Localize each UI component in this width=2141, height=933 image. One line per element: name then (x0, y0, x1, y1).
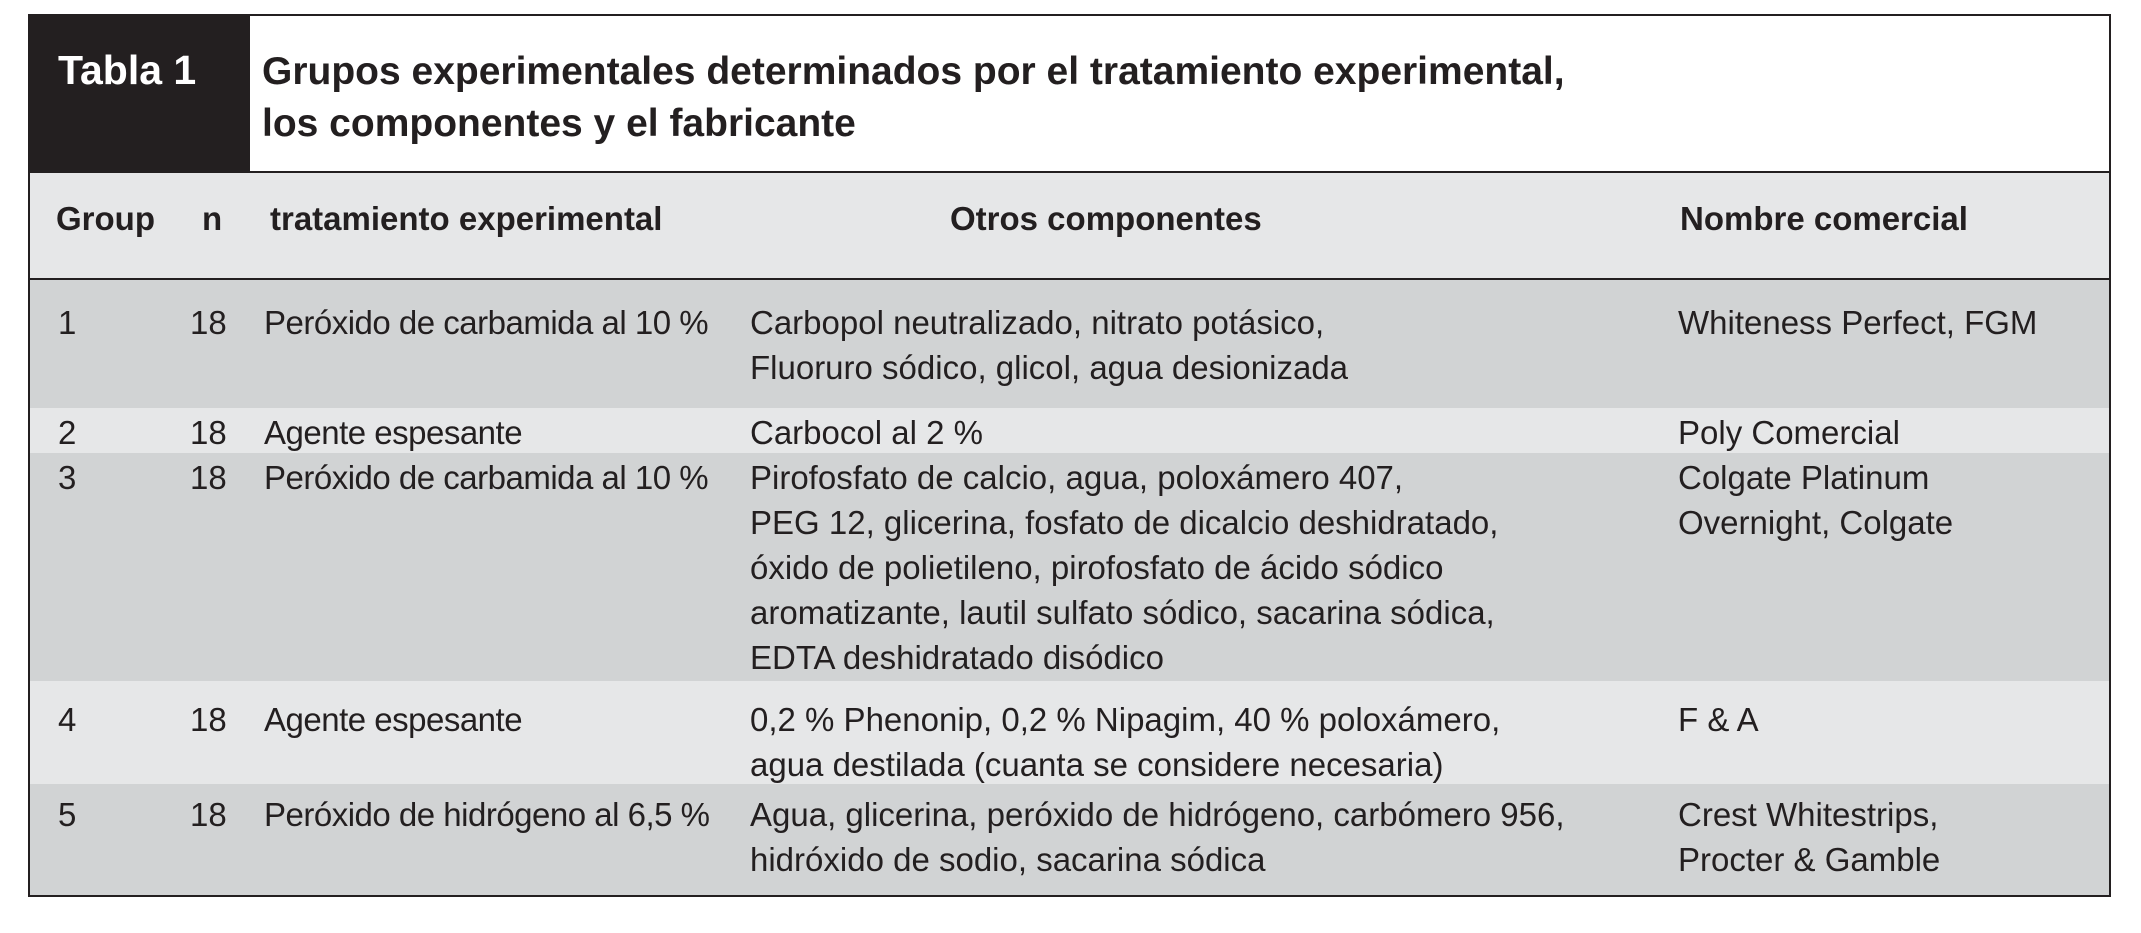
table-number-label: Tabla 1 (30, 16, 250, 171)
cell-nombre-comercial: F & A (1678, 701, 1759, 738)
cell-nombre-comercial: Colgate Platinum Overnight, Colgate (1678, 459, 1954, 541)
cell-n: 18 (190, 796, 227, 833)
table-title: Grupos experimentales determinados por el tratamiento experimental, los componentes y el fabricante (262, 50, 1565, 145)
header-tratamiento: tratamiento experimental (270, 200, 663, 237)
cell-otros-componentes: Agua, glicerina, peróxido de hidrógeno, carbómero 956, hidróxido de sodio, sacarina sódica (750, 796, 1565, 878)
cell-n: 18 (190, 701, 227, 738)
cell-n: 18 (190, 304, 227, 341)
cell-tratamiento: Peróxido de carbamida al 10 % (264, 304, 709, 341)
table-row (30, 408, 2109, 453)
cell-tratamiento: Peróxido de carbamida al 10 % (264, 459, 709, 496)
cell-n: 18 (190, 414, 227, 451)
cell-tratamiento: Peróxido de hidrógeno al 6,5 % (264, 796, 710, 833)
cell-group: 4 (58, 701, 77, 738)
cell-otros-componentes: Pirofosfato de calcio, agua, poloxámero 407, PEG 12, glicerina, fosfato de dicalcio deshidratado, óxido de polietileno, pirofosfato de ácido sódico aromatizante, lautil sulfato sódico, sacarina sódica, EDTA deshidratado disódico (750, 459, 1499, 676)
cell-group: 2 (58, 414, 77, 451)
cell-tratamiento: Agente espesante (264, 414, 523, 451)
table-row (30, 453, 2109, 681)
table-header-row (30, 173, 2109, 280)
header-n: n (202, 200, 223, 237)
header-nombre-comercial: Nombre comercial (1680, 200, 1968, 237)
table-row (30, 280, 2109, 408)
cell-otros-componentes: Carbopol neutralizado, nitrato potásico, Fluoruro sódico, glicol, agua desionizada (750, 304, 1349, 386)
cell-otros-componentes: Carbocol al 2 % (750, 414, 983, 451)
table-row (30, 681, 2109, 784)
header-otros-componentes: Otros componentes (950, 200, 1262, 237)
cell-nombre-comercial: Poly Comercial (1678, 414, 1900, 451)
table-title-bar (30, 16, 2109, 173)
cell-tratamiento: Agente espesante (264, 701, 523, 738)
cell-n: 18 (190, 459, 227, 496)
cell-group: 5 (58, 796, 77, 833)
cell-nombre-comercial: Crest Whitestrips, Procter & Gamble (1678, 796, 1941, 878)
cell-nombre-comercial: Whiteness Perfect, FGM (1678, 304, 2038, 341)
table-row (30, 784, 2109, 897)
experimental-groups-table (28, 14, 2111, 897)
cell-group: 1 (58, 304, 77, 341)
cell-otros-componentes: 0,2 % Phenonip, 0,2 % Nipagim, 40 % poloxámero, agua destilada (cuanta se considere necesaria) (750, 701, 1501, 783)
header-group: Group (56, 200, 155, 237)
cell-group: 3 (58, 459, 77, 496)
